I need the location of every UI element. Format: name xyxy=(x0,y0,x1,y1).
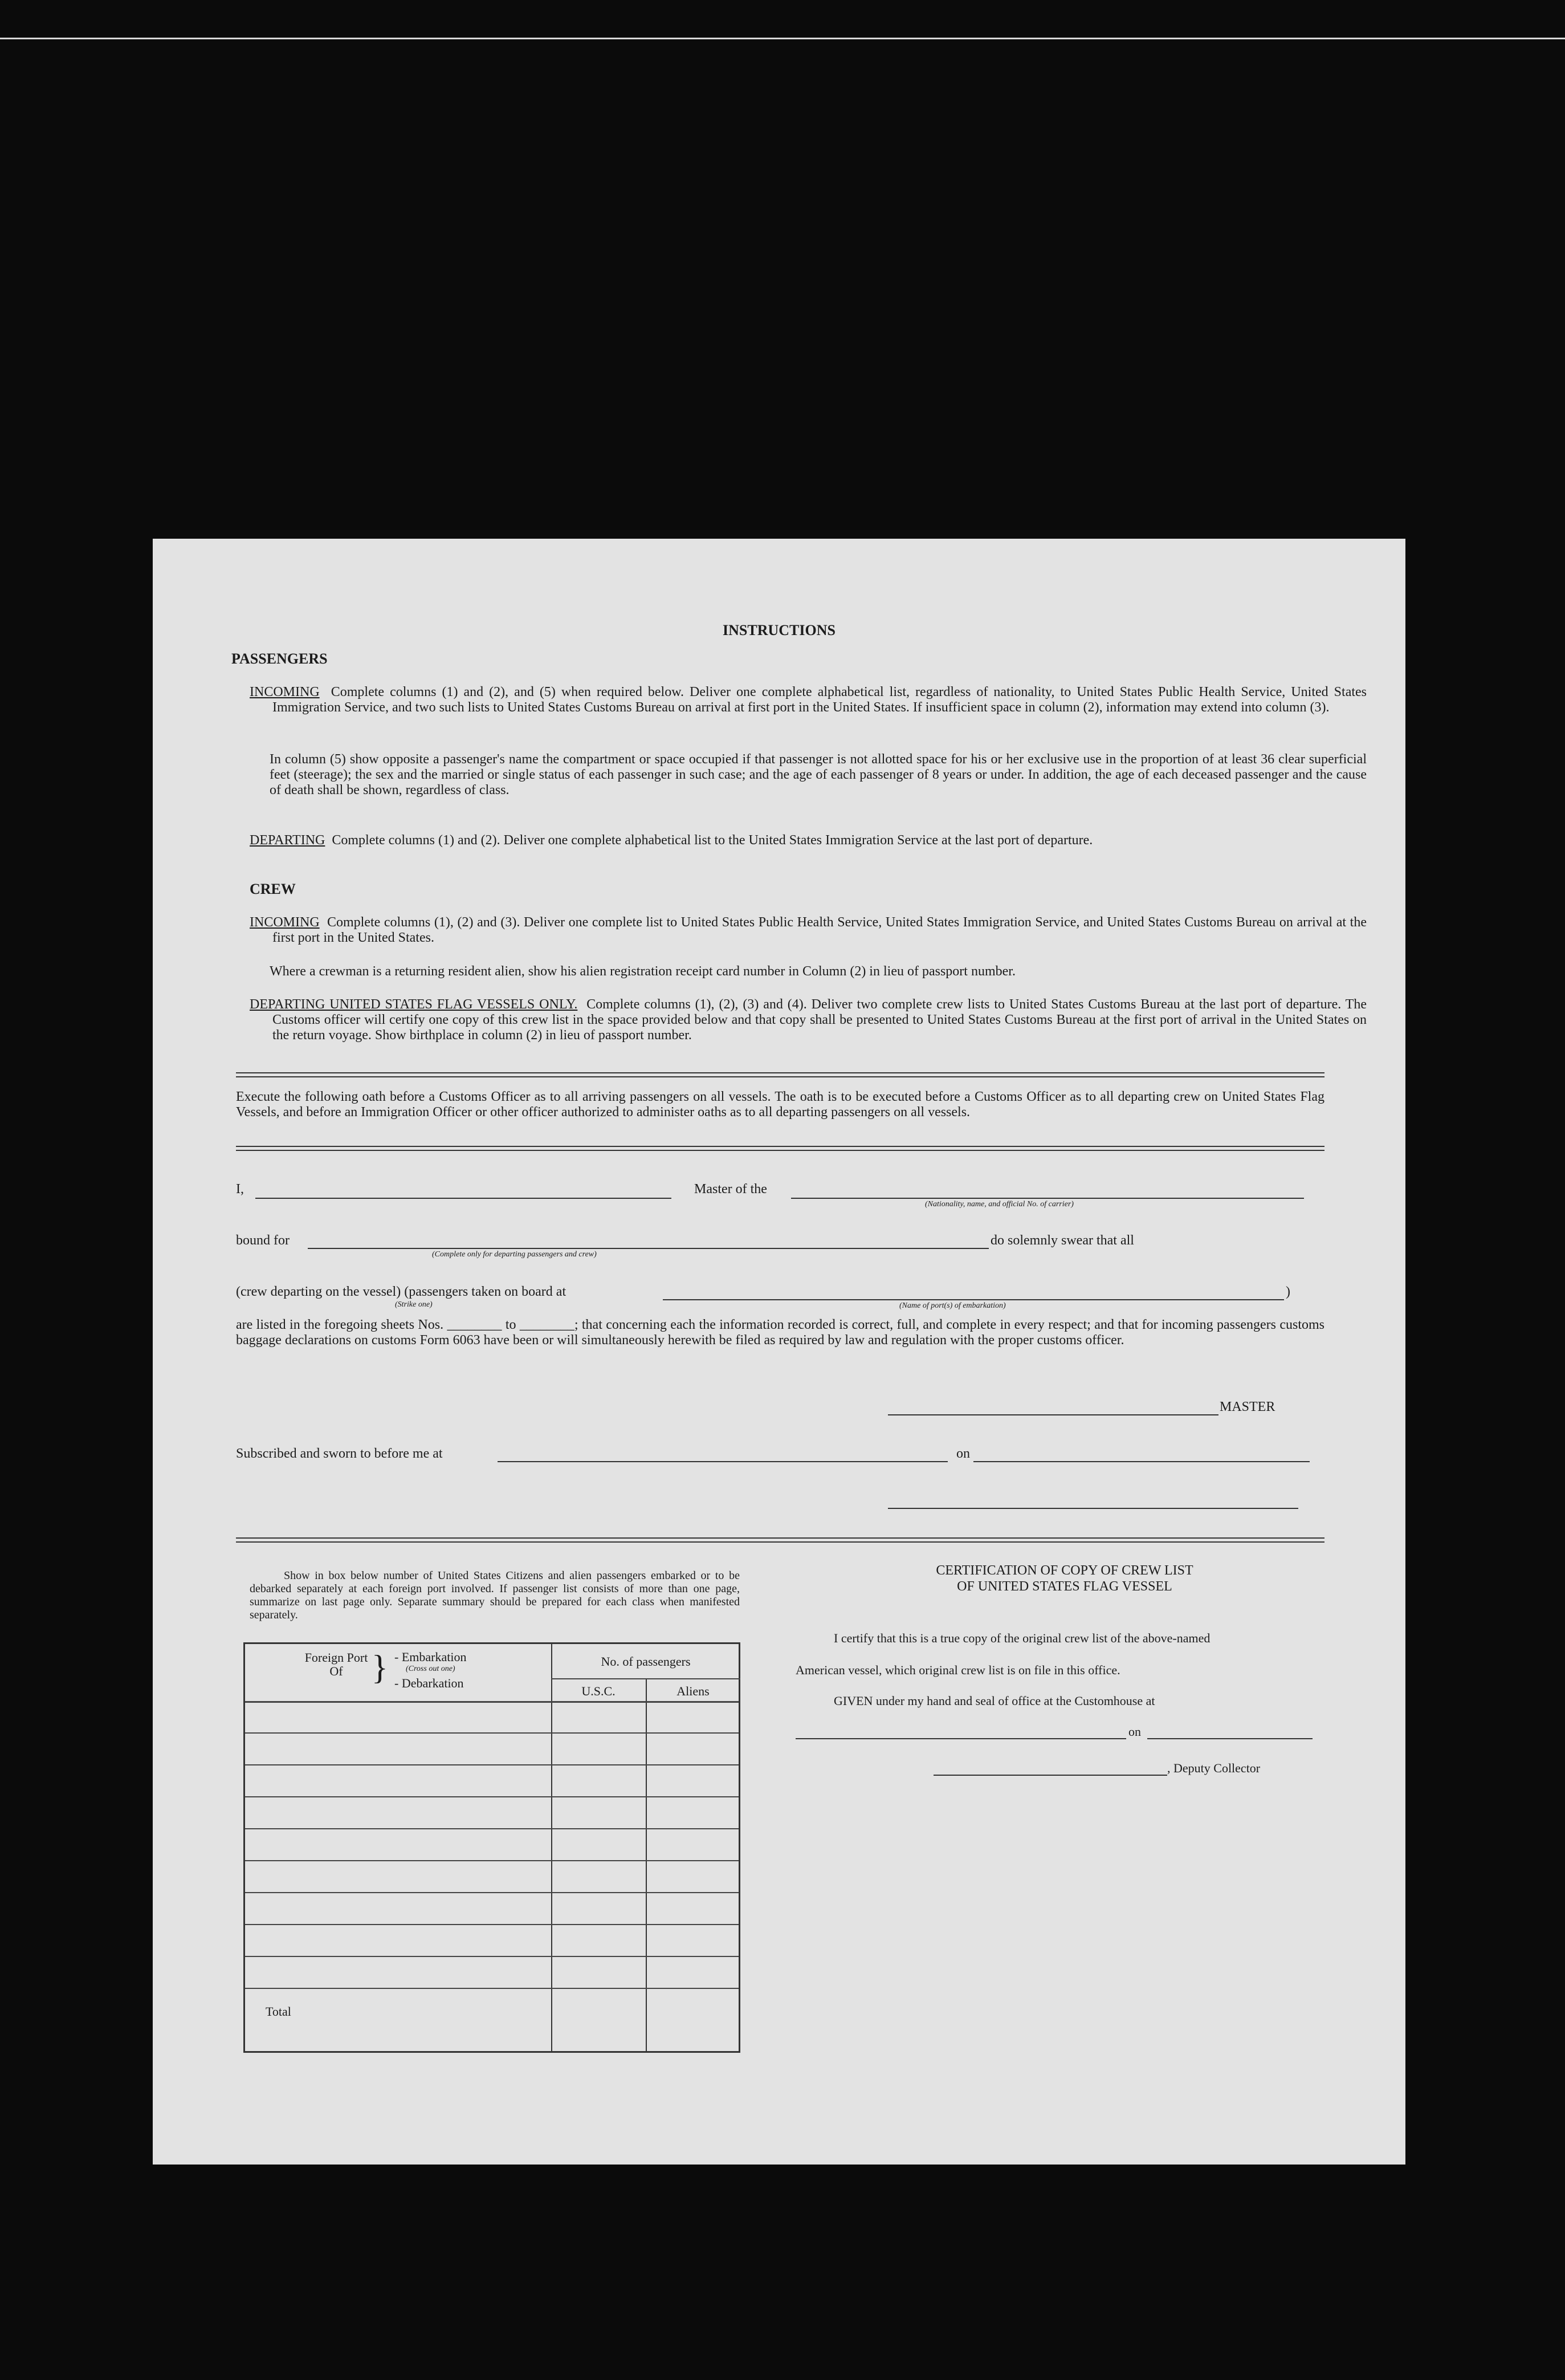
divider-double-1 xyxy=(236,1072,1324,1077)
certification-title-line1: CERTIFICATION OF COPY OF CREW LIST xyxy=(936,1563,1193,1578)
table-col-divider-1 xyxy=(551,1644,552,2051)
crew-incoming-paragraph xyxy=(250,915,1367,946)
master-of-label: Master of the xyxy=(694,1182,767,1197)
port-caption: (Name of port(s) of embarkation) xyxy=(899,1301,1006,1310)
incoming-label: INCOMING xyxy=(250,685,320,699)
oath-intro: Execute the following oath before a Customs Officer as to all arriving passengers on all vessels. The oath is to be executed before a Customs Officer as to all departing crew on United States Flag Vessels, and before an Immigration Officer or other officer authorized to administer oaths as to all departing passengers on all vessels. xyxy=(236,1089,1324,1120)
port-field[interactable] xyxy=(663,1299,1284,1300)
departing-label: DEPARTING xyxy=(250,833,325,848)
passengers-heading: PASSENGERS xyxy=(231,650,328,667)
box-instruction: Show in box below number of United States Citizens and alien passengers embarked or to be debarked separately at each foreign port involved. If passenger list consists of more than one page, summarize on last page only. Separate summary should be prepared for each class when manifested separately. xyxy=(250,1569,740,1621)
certification-date-field[interactable] xyxy=(1147,1738,1313,1739)
divider-double-3 xyxy=(236,1537,1324,1543)
listed-paragraph: are listed in the foregoing sheets Nos. ________ to ________; that concerning each the information recorded is correct, full, and complete in every respect; and that for incoming passengers customs baggage declarations on customs Form 6063 have been or will simultaneously herewith be filed as required by law and regulation with the proper customs officer. xyxy=(236,1317,1324,1348)
table-row xyxy=(245,1764,739,1765)
usc-header: U.S.C. xyxy=(581,1684,616,1698)
table-header-line xyxy=(245,1701,739,1703)
total-label: Total xyxy=(266,2004,291,2019)
table-subheader-line xyxy=(551,1678,740,1679)
embarkation-label: - Embarkation xyxy=(394,1650,467,1664)
table-row xyxy=(245,1860,739,1861)
no-of-passengers-header: No. of passengers xyxy=(601,1654,691,1669)
aliens-header: Aliens xyxy=(676,1684,710,1698)
sworn-place-field[interactable] xyxy=(498,1461,948,1462)
certification-title xyxy=(808,1563,1321,1594)
deputy-collector-label: , Deputy Collector xyxy=(1167,1761,1261,1775)
nationality-caption: (Nationality, name, and official No. of carrier) xyxy=(925,1200,1074,1209)
close-paren: ) xyxy=(1286,1284,1290,1299)
cross-out-caption: (Cross out one) xyxy=(406,1665,455,1673)
departing-flag-paragraph xyxy=(250,997,1367,1043)
master-label: MASTER xyxy=(1220,1399,1275,1414)
bound-for-label: bound for xyxy=(236,1233,290,1248)
debarkation-label: - Debarkation xyxy=(394,1676,464,1690)
table-row xyxy=(245,1924,739,1925)
crew-incoming-text: Complete columns (1), (2) and (3). Deliver one complete list to United States Public Health Service, United States Immigration Service, and United States Customs Bureau on arrival at the first port in the United States. xyxy=(272,915,1367,945)
swear-label: do solemnly swear that all xyxy=(991,1233,1134,1248)
column5-paragraph: In column (5) show opposite a passenger's name the compartment or space occupied if that passenger is not allotted space for his or her exclusive use in the proportion of at least 36 clear superficial feet (steerage); the sex and the married or single status of each passenger in such case; and the age of each passenger of 8 years or under. In addition, the age of each deceased passenger and the cause of death shall be shown, regardless of class. xyxy=(270,752,1367,798)
crew-departing-label: (crew departing on the vessel) (passengers taken on board at xyxy=(236,1284,567,1299)
instructions-title: INSTRUCTIONS xyxy=(723,622,836,638)
departing-text: Complete columns (1) and (2). Deliver one complete alphabetical list to the United States Immigration Service at the last port of departure. xyxy=(332,833,1093,848)
vessel-field[interactable] xyxy=(791,1198,1304,1199)
i-label: I, xyxy=(236,1182,244,1197)
departing-caption: (Complete only for departing passengers and crew) xyxy=(432,1250,597,1259)
table-row xyxy=(245,1828,739,1829)
certification-on-label: on xyxy=(1128,1724,1141,1739)
form-sheet xyxy=(153,539,1405,2165)
incoming-text: Complete columns (1) and (2), and (5) when required below. Deliver one complete alphabetical list, regardless of nationality, to United States Public Health Service, United States Immigration Service, and two such lists to United States Customs Bureau on arrival at first port in the United States. If insufficient space in column (2), information may extend into column (3). xyxy=(272,685,1367,715)
table-row xyxy=(245,1796,739,1797)
departing-flag-label: DEPARTING UNITED STATES FLAG VESSELS ONLY. xyxy=(250,997,578,1012)
departing-flag-text: Complete columns (1), (2), (3) and (4). Deliver two complete crew lists to United States Customs Bureau at the last port of departure. The Customs officer will certify one copy of this crew list in the space provided below and that copy shall be presented to United States Customs Bureau at the first port of arrival in the United States on the return voyage. Show birthplace in column (2) in lieu of passport number. xyxy=(272,997,1367,1043)
certify-line2: American vessel, which original crew list is on file in this office. xyxy=(796,1663,1120,1677)
crewman-paragraph: Where a crewman is a returning resident alien, show his alien registration receipt card number in Column (2) in lieu of passport number. xyxy=(270,964,1016,979)
given-text: GIVEN under my hand and seal of office at the Customhouse at xyxy=(834,1694,1155,1708)
officer-signature-field[interactable] xyxy=(888,1508,1298,1509)
foreign-port-of-label: Foreign Port Of xyxy=(304,1650,368,1678)
passengers-departing-paragraph xyxy=(250,833,1367,848)
divider-double-2 xyxy=(236,1146,1324,1151)
table-row xyxy=(245,1956,739,1957)
master-name-field[interactable] xyxy=(255,1198,671,1199)
certify-line1: I certify that this is a true copy of the original crew list of the above-named xyxy=(834,1631,1211,1645)
sworn-date-field[interactable] xyxy=(973,1461,1310,1462)
subscribed-label: Subscribed and sworn to before me at xyxy=(236,1446,443,1461)
certification-title-line2: OF UNITED STATES FLAG VESSEL xyxy=(957,1579,1172,1594)
strike-caption: (Strike one) xyxy=(395,1300,433,1309)
brace-glyph: } xyxy=(372,1649,388,1686)
crew-incoming-label: INCOMING xyxy=(250,915,320,930)
deputy-signature-field[interactable] xyxy=(934,1775,1167,1776)
top-border-line xyxy=(0,38,1565,39)
on-label: on xyxy=(956,1446,970,1461)
passenger-summary-table xyxy=(243,1642,740,2053)
crew-heading: CREW xyxy=(250,881,296,897)
table-row xyxy=(245,1892,739,1893)
bound-for-field[interactable] xyxy=(308,1248,989,1249)
table-col-divider-2 xyxy=(646,1678,647,2051)
table-row xyxy=(245,1988,739,1989)
table-row xyxy=(245,1732,739,1734)
customhouse-field[interactable] xyxy=(796,1738,1126,1739)
passengers-incoming-paragraph xyxy=(250,685,1367,715)
master-signature-field[interactable] xyxy=(888,1414,1218,1415)
